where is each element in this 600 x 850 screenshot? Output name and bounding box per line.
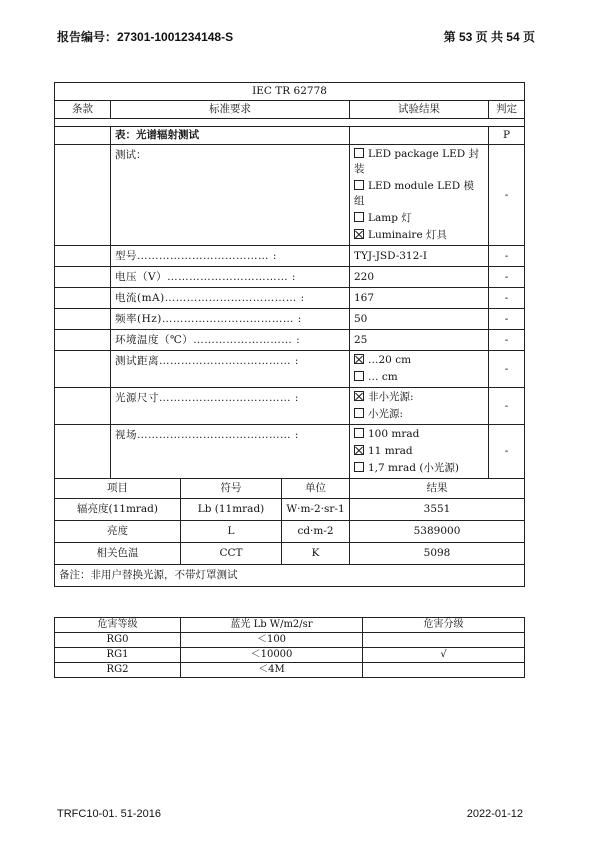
field-of-view-options: 100 mrad 11 mrad 1,7 mrad (小光源) [350,425,489,479]
report-date: 2022-01-12 [466,808,523,820]
page-number: 第 53 页 共 54 页 [443,30,535,44]
col-requirement: 标准要求 [111,101,350,119]
sub-header-symbol: 符号 [181,479,282,499]
temperature-value: 25 [350,330,489,351]
checkbox-unchecked [354,408,364,418]
col-verdict: 判定 [489,101,525,119]
risk-group-table [54,617,525,678]
checkbox-unchecked [354,462,364,472]
sub-header-unit: 单位 [282,479,350,499]
standard-title: IEC TR 62778 [55,83,525,101]
checkbox-checked [354,391,364,401]
source-size-label: 光源尺寸……………………………… : [111,388,350,425]
risk-header-class: 危害分级 [363,618,525,633]
distance-label: 测试距离……………………………… : [111,351,350,388]
clause-cell [55,145,111,246]
option-led-package: LED package LED 封装 [354,148,480,175]
current-value: 167 [350,288,489,309]
checkbox-unchecked [354,212,364,222]
table-verdict: P [489,127,525,145]
report-number: 报告编号：27301-1001234148-S [57,30,234,44]
test-options [350,145,489,246]
table-row: 相关色温 CCT K 5098 [55,543,525,565]
model-value: TYJ-JSD-312-I [350,246,489,267]
verdict-dash: - [489,425,525,479]
option-led-module: LED module LED 模组 [354,180,474,207]
risk-header-blue-light: 蓝光 Lb W/m2/sr [181,618,363,633]
checkbox-unchecked [354,428,364,438]
voltage-label: 电压（V）…………………………… : [111,267,350,288]
verdict-dash: - [489,388,525,425]
spectral-radiation-table [54,82,525,587]
current-label: 电流(mA)……………………………… : [111,288,350,309]
verdict-dash: - [489,267,525,288]
col-result: 试验结果 [350,101,489,119]
verdict-dash: - [489,246,525,267]
table-row: RG2 ＜4M [55,663,525,678]
frequency-label: 频率(Hz)……………………………… : [111,309,350,330]
checkbox-checked [354,354,364,364]
verdict-dash: - [489,351,525,388]
table-title: 表：光谱辐射测试 [111,127,350,145]
sub-header-result: 结果 [350,479,525,499]
spacer-row [55,119,525,127]
checkbox-checked [354,229,364,239]
option-luminaire: Luminaire 灯具 [354,228,484,243]
checkbox-unchecked [354,180,364,190]
sub-header-item: 项目 [55,479,181,499]
result-cell [350,127,489,145]
clause-cell [55,127,111,145]
col-clause: 条款 [55,101,111,119]
table-row: 亮度 L cd·m-2 5389000 [55,521,525,543]
table-row: RG0 ＜100 [55,633,525,648]
verdict-dash: - [489,309,525,330]
temperature-label: 环境温度（℃）……………………… : [111,330,350,351]
form-number: TRFC10-01. 51-2016 [57,808,161,820]
checkbox-checked [354,445,364,455]
distance-options: …20 cm … cm [350,351,489,388]
source-size-options: 非小光源: 小光源: [350,388,489,425]
test-verdict: - [489,145,525,246]
frequency-value: 50 [350,309,489,330]
voltage-value: 220 [350,267,489,288]
model-label: 型号……………………………… : [111,246,350,267]
table-row: RG1 ＜10000 √ [55,648,525,663]
verdict-dash: - [489,288,525,309]
test-label: 测试： [111,145,350,246]
note: 备注：非用户替换光源，不带灯罩测试 [55,565,525,587]
verdict-dash: - [489,330,525,351]
option-lamp: Lamp 灯 [354,211,484,226]
table-row: 辐亮度(11mrad) Lb (11mrad) W·m-2·sr-1 3551 [55,499,525,521]
field-of-view-label: 视场…………………………………… : [111,425,350,479]
checkbox-unchecked [354,148,364,158]
checkbox-unchecked [354,371,364,381]
risk-header-level: 危害等级 [55,618,181,633]
